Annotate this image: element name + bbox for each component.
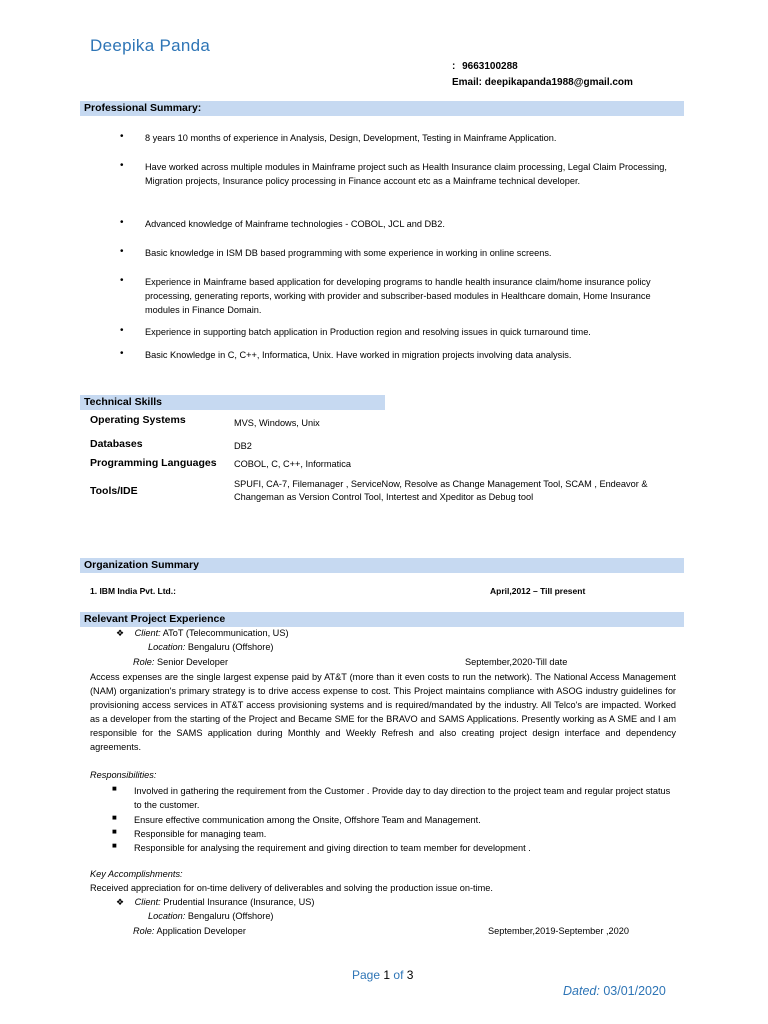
bullet-icon: • [120, 246, 124, 257]
location-value: Bengaluru (Offshore) [187, 642, 274, 652]
phone-number: 9663100288 [462, 61, 518, 72]
dated-label: Dated: [563, 984, 600, 998]
of-word: of [393, 968, 404, 982]
skill-value-languages: COBOL, C, C++, Informatica [234, 459, 351, 469]
phone-line [452, 60, 518, 72]
location-label: Location: [148, 642, 186, 652]
skill-label-languages: Programming Languages [90, 457, 217, 469]
project-period: September,2019-September ,2020 [488, 926, 629, 936]
page-total: 3 [406, 968, 414, 982]
bullet-icon: • [120, 131, 124, 142]
location-value: Bengaluru (Offshore) [187, 911, 274, 921]
skill-label-databases: Databases [90, 438, 143, 450]
square-bullet-icon: ■ [112, 813, 117, 822]
bullet-icon: • [120, 275, 124, 286]
company-name: 1. IBM India Pvt. Ltd.: [90, 586, 176, 596]
role-value: Application Developer [156, 926, 246, 936]
bullet-icon: • [120, 217, 124, 228]
skill-value-tools: SPUFI, CA-7, Filemanager , ServiceNow, Resolve as Change Management Tool, SCAM , Endeavor & Changeman as Version Control Tool, Intertest and Xpeditor as Debug tool [234, 479, 648, 502]
square-bullet-icon: ■ [112, 841, 117, 850]
dated-value: 03/01/2020 [603, 984, 666, 998]
page-number: 1 [383, 968, 391, 982]
responsibilities-title: Responsibilities: [90, 770, 157, 780]
project-client-line [116, 628, 289, 639]
client-value: Prudential Insurance (Insurance, US) [163, 897, 315, 907]
project-experience-title: Relevant Project Experience [84, 613, 226, 625]
page-word: Page [352, 968, 381, 982]
project-role-line [133, 926, 246, 936]
phone-separator: : [452, 61, 456, 72]
bullet-icon: • [120, 348, 124, 359]
skill-value-os: MVS, Windows, Unix [234, 418, 320, 428]
skill-label-tools: Tools/IDE [90, 485, 138, 497]
page-indicator [352, 968, 413, 982]
company-period: April,2012 – Till present [490, 586, 586, 596]
technical-skills-title: Technical Skills [84, 396, 163, 408]
role-label: Role: [133, 657, 155, 667]
client-label: Client: [134, 897, 161, 907]
square-bullet-icon: ■ [112, 784, 117, 793]
skill-label-os: Operating Systems [90, 414, 186, 426]
square-bullet-icon: ■ [112, 827, 117, 836]
email-line: Email: deepikapanda1988@gmail.com [452, 77, 633, 88]
project-description: Access expenses are the single largest expense paid by AT&T (more than it even costs to run the network). The National Access Management (NAM) organization's primary strategy is to drive access expense to cost. This Project maintains compliance with ASOG industry guidelines for provisioning access services in AT&T access provisioning systems and is required/mandated by the industry. All Telco's are impacted. Worked as a developer from the starting of the Project and Became SME for the BRAVO and SAMS Applications. Presently working as A SME and I am responsible for the SAMS application during Monthly and Weekly Refresh and also creating project design interface and dependency agreements. [90, 672, 676, 752]
candidate-name: Deepika Panda [90, 36, 211, 55]
project-location-line [148, 642, 274, 652]
client-value: AToT (Telecommunication, US) [162, 628, 289, 638]
bullet-icon: • [120, 160, 124, 171]
professional-summary-title: Professional Summary: [84, 102, 202, 114]
accomplishments-title: Key Accomplishments: [90, 869, 183, 879]
diamond-icon: ❖ [116, 628, 125, 638]
bullet-icon: • [120, 325, 124, 336]
accomplishment-text: Received appreciation for on-time delivery of deliverables and solving the production issue on-time. [90, 883, 493, 893]
client-label: Client: [134, 628, 161, 638]
project-period: September,2020-Till date [465, 657, 568, 667]
skill-value-databases: DB2 [234, 441, 252, 451]
dated-line [563, 984, 666, 998]
location-label: Location: [148, 911, 186, 921]
project-client-line [116, 897, 314, 908]
role-label: Role: [133, 926, 155, 936]
project-role-line [133, 657, 228, 667]
diamond-icon: ❖ [116, 897, 125, 907]
role-value: Senior Developer [157, 657, 229, 667]
organization-summary-title: Organization Summary [84, 559, 199, 571]
project-location-line [148, 911, 274, 921]
